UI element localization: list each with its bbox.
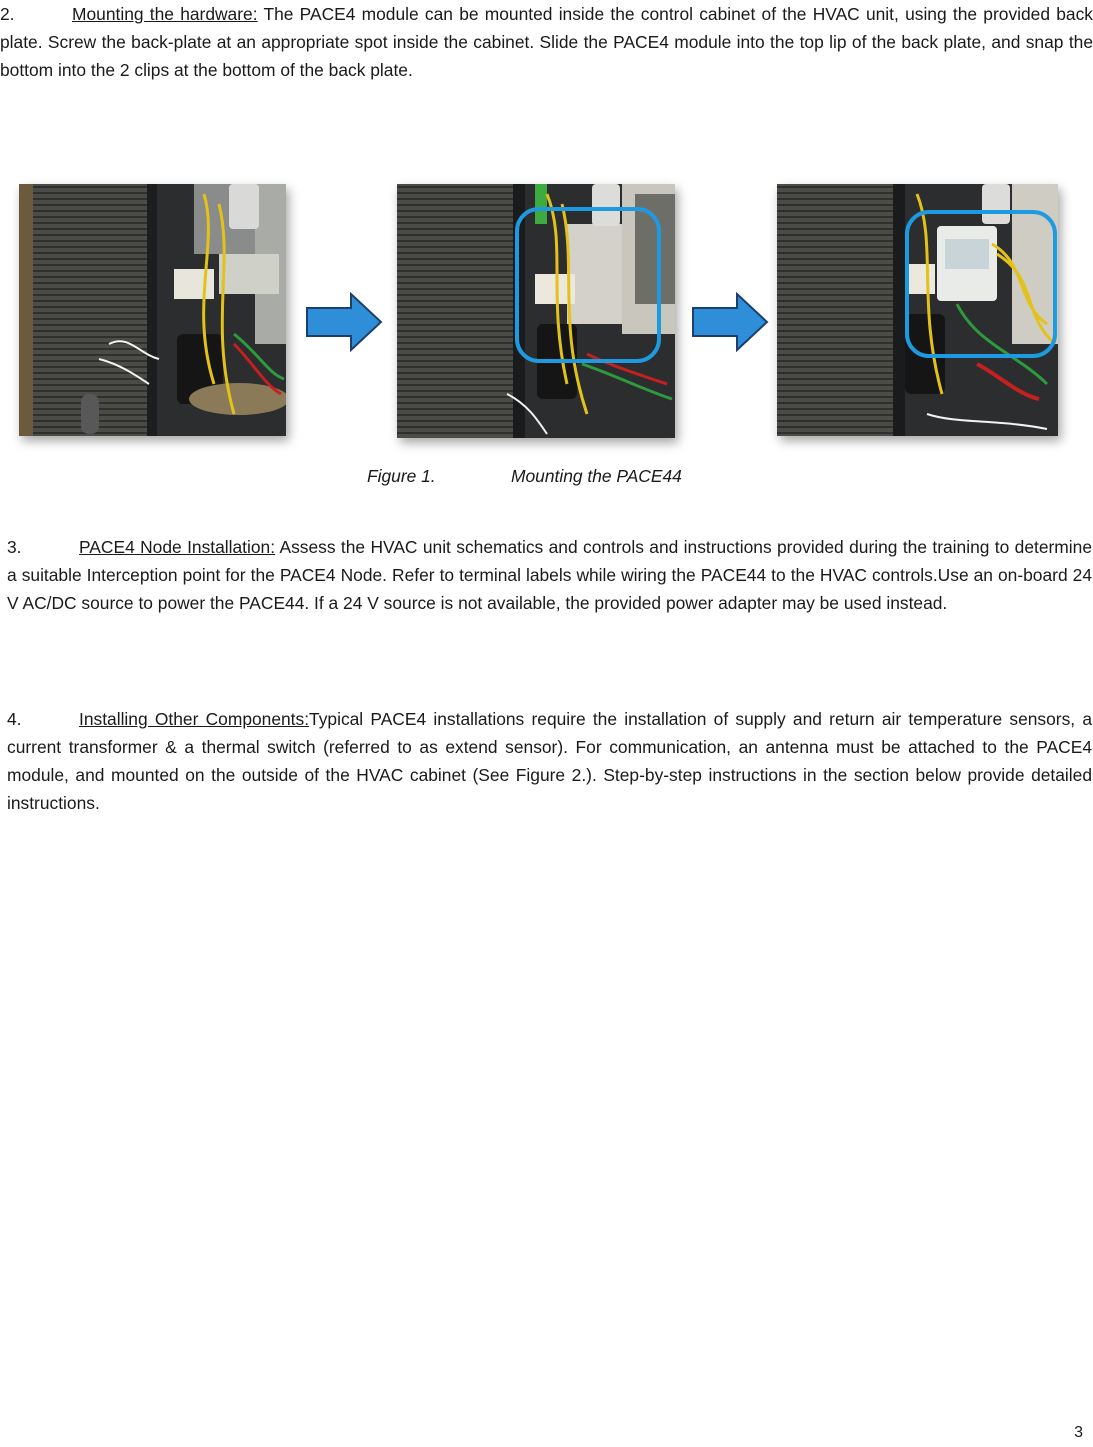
step-3 bbox=[7, 533, 1092, 617]
photo-pace4-installed bbox=[777, 184, 1058, 436]
step-4-body: Typical PACE4 installations require the installation of supply and return air temperature sensors, a current transformer & a thermal switch (referred to as extend sensor). For communication, an antenna must be attached to the PACE4 module, and mounted on the outside of the HVAC cabinet (See Figure 2.). Step-by-step instructions in the section below provide detailed instructions. bbox=[7, 709, 1093, 813]
arrow-right-icon bbox=[691, 292, 769, 352]
step-2-body: The PACE4 module can be mounted inside the control cabinet of the HVAC unit, using the provided back plate. Screw the back-plate at an appropriate spot inside the cabinet. Slide the PACE4 module into the top lip of the back plate, and snap the bottom into the 2 clips at the bottom of the back plate. bbox=[0, 4, 1093, 80]
arrow-right-icon bbox=[305, 292, 383, 352]
step-2-number: 2. bbox=[0, 4, 15, 24]
step-4-heading: Installing Other Components: bbox=[79, 709, 310, 729]
photo-cabinet-before bbox=[19, 184, 286, 436]
figure-label: Figure 1. bbox=[367, 466, 436, 486]
step-4 bbox=[7, 705, 1092, 817]
step-4-number: 4. bbox=[7, 709, 22, 729]
page-number: 3 bbox=[1074, 1424, 1083, 1441]
figure-title: Mounting the PACE44 bbox=[511, 466, 682, 486]
step-3-number: 3. bbox=[7, 537, 22, 557]
step-2 bbox=[0, 0, 1093, 84]
photo-back-plate-mounted bbox=[397, 184, 675, 438]
step-3-body: Assess the HVAC unit schematics and controls and instructions provided during the training to determine a suitable Interception point for the PACE4 Node. Refer to terminal labels while wiring the PACE44 to the HVAC controls.Use an on-board 24 V AC/DC source to power the PACE44. If a 24 V source is not available, the provided power adapter may be used instead. bbox=[7, 537, 1093, 613]
step-2-heading: Mounting the hardware: bbox=[72, 4, 258, 24]
step-3-heading: PACE4 Node Installation: bbox=[79, 537, 276, 557]
